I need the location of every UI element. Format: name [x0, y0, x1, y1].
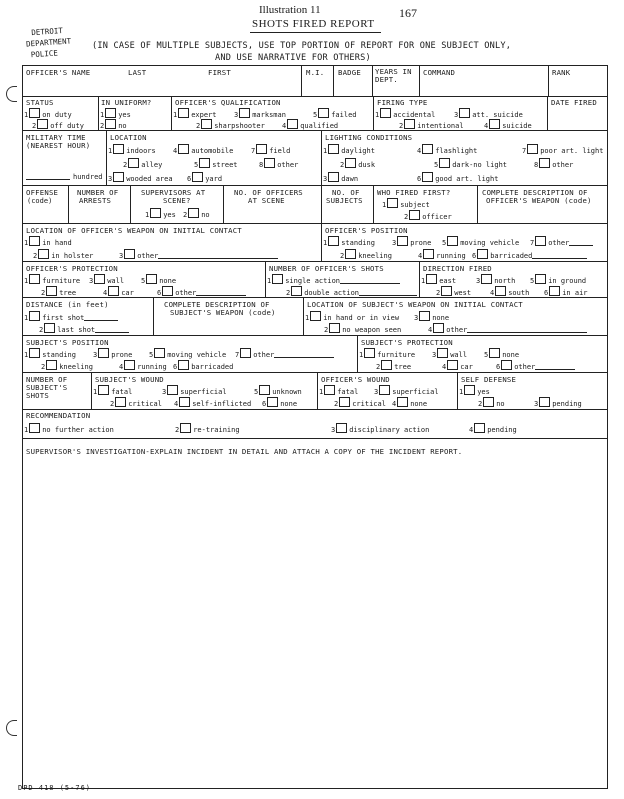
subject-wound-none-option[interactable]: 6 none — [262, 397, 297, 409]
form-number: DPD 418 (5-76) — [18, 784, 92, 792]
distance-row — [23, 298, 607, 336]
subject-unknown-option[interactable]: 5 unknown — [254, 385, 302, 397]
wall-option[interactable]: 3 wall — [89, 274, 124, 286]
recommendation-label: RECOMMENDATION — [26, 411, 91, 420]
title-underline — [250, 32, 381, 33]
automobile-option[interactable]: 4 automobile — [173, 144, 233, 156]
self-defense-pending-option[interactable]: 3 pending — [534, 397, 582, 409]
dawn-option[interactable]: 3 dawn — [323, 172, 358, 184]
officer-weapon-location-label: LOCATION OF OFFICER'S WEAPON ON INITIAL CONTACT — [26, 226, 242, 235]
supervisor-no-option[interactable]: 2 no — [183, 208, 210, 220]
subject-position-other-option[interactable]: 7 other — [235, 348, 334, 360]
protection-none-option[interactable]: 5 none — [141, 274, 176, 286]
subjects-weapon-description-field[interactable]: COMPLETE DESCRIPTION OF SUBJECT'S WEAPON (code) — [153, 298, 303, 335]
standing-option[interactable]: 1 standing — [323, 236, 375, 248]
disciplinary-action-option[interactable]: 3 disciplinary action — [331, 423, 429, 435]
wound-row — [23, 373, 607, 410]
subject-tree-option[interactable]: 2 tree — [376, 360, 411, 372]
subject-position-row — [23, 336, 607, 373]
subject-barricaded-option[interactable]: 6 barricaded — [173, 360, 233, 372]
subjects-wound-label: SUBJECT'S WOUND — [95, 375, 164, 384]
self-defense-label: SELF DEFENSE — [461, 375, 517, 384]
subject-weapon-other-option[interactable]: 4 other — [428, 323, 587, 335]
lighting-other-option[interactable]: 8 other — [534, 158, 573, 170]
subjects-protection-label: SUBJECT'S PROTECTION — [361, 338, 453, 347]
uniform-no-option[interactable]: 2 no — [100, 119, 127, 131]
first-shot-field[interactable]: 1 first shot — [24, 311, 118, 323]
expert-option[interactable]: 1 expert — [173, 108, 217, 120]
no-weapon-seen-option[interactable]: 2 no weapon seen — [324, 323, 401, 335]
off-duty-option[interactable]: 2 off duty — [32, 119, 84, 131]
in-ground-option[interactable]: 5 in ground — [530, 274, 586, 286]
barricaded-option[interactable]: 6 barricaded — [472, 249, 587, 261]
subject-prone-option[interactable]: 3 prone — [93, 348, 132, 360]
recommendation-row — [23, 410, 607, 439]
self-defense-no-option[interactable]: 2 no — [478, 397, 505, 409]
officer-critical-option[interactable]: 2 critical — [334, 397, 386, 409]
sharpshooter-option[interactable]: 2 sharpshooter — [196, 119, 265, 131]
military-time-field[interactable]: MILITARY TIME (NEAREST HOUR) hundred — [26, 133, 103, 181]
subject-wall-option[interactable]: 3 wall — [432, 348, 467, 360]
supervisor-yes-option[interactable]: 1 yes — [145, 208, 176, 220]
number-of-subjects-field[interactable]: NO. OF SUBJECTS — [321, 186, 373, 223]
furniture-option[interactable]: 1 furniture — [24, 274, 80, 286]
status-label: STATUS — [26, 98, 54, 107]
officer-wound-none-option[interactable]: 4 none — [392, 397, 427, 409]
subject-weapon-none-option[interactable]: 3 none — [414, 311, 449, 323]
last-shot-field[interactable]: 2 last shot — [39, 323, 129, 335]
marksman-option[interactable]: 3 marksman — [234, 108, 286, 120]
offense-row: OFFENSE (code) NUMBER OF ARRESTS SUPERVISORS AT SCENE? 1 yes 2 no NO. OF OFFICERS AT SCENE NO. OF SUBJECTS WHO FIRED FIRST? 1 subject 2 officer COMPLETE DESCRIPTION OF OFFICER'S WEAPON (code) — [23, 186, 607, 224]
tree-option[interactable]: 2 tree — [41, 286, 76, 298]
subject-shots-field[interactable]: NUMBER OF SUBJECT'S SHOTS — [26, 375, 68, 400]
in-uniform-label: IN UNIFORM? — [101, 98, 152, 107]
page-title: SHOTS FIRED REPORT — [252, 18, 375, 30]
in-air-option[interactable]: 6 in air — [544, 286, 588, 298]
subject-fatal-option[interactable]: 1 fatal — [93, 385, 132, 397]
who-fired-first-label: WHO FIRED FIRST? — [377, 188, 451, 197]
officer-fired-first-option[interactable]: 2 officer — [404, 210, 452, 222]
south-option[interactable]: 4 south — [490, 286, 529, 298]
subject-kneeling-option[interactable]: 2 kneeling — [41, 360, 93, 372]
time-location-row — [23, 131, 607, 186]
officer-superficial-option[interactable]: 3 superficial — [374, 385, 439, 397]
number-of-shots-label: NUMBER OF OFFICER'S SHOTS — [269, 264, 384, 273]
qualification-label: OFFICER'S QUALIFICATION — [175, 98, 281, 107]
supervisors-at-scene-label: SUPERVISORS AT — [141, 188, 206, 197]
alley-option[interactable]: 2 alley — [123, 158, 162, 170]
number-of-arrests-field[interactable]: NUMBER OF ARRESTS — [68, 186, 130, 223]
failed-option[interactable]: 5 failed — [313, 108, 357, 120]
date-fired-field[interactable]: DATE FIRED — [547, 97, 609, 130]
weapon-other-option[interactable]: 3 other — [119, 249, 278, 261]
subject-standing-option[interactable]: 1 standing — [24, 348, 76, 360]
middle-initial-field[interactable]: M.I. — [301, 66, 333, 96]
narrative-label: SUPERVISOR'S INVESTIGATION-EXPLAIN INCIDENT IN DETAIL AND ATTACH A COPY OF THE INCIDENT REPORT. — [26, 447, 463, 456]
direction-fired-label: DIRECTION FIRED — [423, 264, 492, 273]
punch-hole-mark — [6, 86, 17, 102]
in-hand-or-view-option[interactable]: 1 in hand or in view — [305, 311, 399, 323]
page-number: 167 — [399, 6, 417, 20]
dark-no-light-option[interactable]: 5 dark-no light — [434, 158, 507, 170]
qualified-option[interactable]: 4 qualified — [282, 119, 338, 131]
indoors-option[interactable]: 1 indoors — [108, 144, 156, 156]
suicide-option[interactable]: 4 suicide — [484, 119, 532, 131]
in-hand-option[interactable]: 1 in hand — [24, 236, 72, 248]
protection-row — [23, 262, 607, 298]
lighting-label: LIGHTING CONDITIONS — [325, 133, 413, 142]
subject-critical-option[interactable]: 2 critical — [110, 397, 162, 409]
punch-hole-mark — [6, 720, 17, 736]
officers-position-label: OFFICER'S POSITION — [325, 226, 408, 235]
illustration-label: Illustration 11 — [259, 4, 321, 16]
badge-field[interactable]: BADGE — [333, 66, 372, 96]
east-option[interactable]: 1 east — [421, 274, 456, 286]
officers-weapon-description-field[interactable]: COMPLETE DESCRIPTION OF OFFICER'S WEAPON (code) — [477, 186, 609, 223]
dusk-option[interactable]: 2 dusk — [340, 158, 375, 170]
location-label: LOCATION — [110, 133, 147, 142]
good-art-light-option[interactable]: 6 good art. light — [417, 172, 498, 184]
wooded-area-option[interactable]: 3 wooded area — [108, 172, 173, 184]
department-logo-text: DETROIT DEPARTMENT POLICE — [25, 25, 72, 60]
subject-car-option[interactable]: 4 car — [442, 360, 473, 372]
daylight-option[interactable]: 1 daylight — [323, 144, 375, 156]
re-training-option[interactable]: 2 re-training — [175, 423, 240, 435]
single-action-option[interactable]: 1 single action — [267, 274, 400, 286]
poor-art-light-option[interactable]: 7 poor art. light — [522, 144, 603, 156]
kneeling-option[interactable]: 2 kneeling — [340, 249, 392, 261]
officer-fatal-option[interactable]: 1 fatal — [319, 385, 358, 397]
self-defense-yes-option[interactable]: 1 yes — [459, 385, 490, 397]
in-holster-option[interactable]: 2 in holster — [33, 249, 93, 261]
instructions-line-1: (IN CASE OF MULTIPLE SUBJECTS, USE TOP PORTION OF REPORT FOR ONE SUBJECT ONLY, — [92, 41, 512, 51]
double-action-option[interactable]: 2 double action — [286, 286, 417, 298]
recommendation-pending-option[interactable]: 4 pending — [469, 423, 517, 435]
officer-identity-row — [23, 66, 607, 97]
officers-wound-label: OFFICER'S WOUND — [321, 375, 390, 384]
subject-moving-vehicle-option[interactable]: 5 moving vehicle — [149, 348, 226, 360]
location-other-option[interactable]: 8 other — [259, 158, 298, 170]
subject-weapon-location-label: LOCATION OF SUBJECT'S WEAPON ON INITIAL CONTACT — [307, 300, 523, 309]
intentional-option[interactable]: 2 intentional — [399, 119, 464, 131]
officers-at-scene-field[interactable]: NO. OF OFFICERS AT SCENE — [223, 186, 321, 223]
subject-protection-none-option[interactable]: 5 none — [484, 348, 519, 360]
subjects-position-label: SUBJECT'S POSITION — [26, 338, 109, 347]
weapon-location-row — [23, 224, 607, 262]
protection-other-option[interactable]: 6 other — [157, 286, 246, 298]
accidental-option[interactable]: 1 accidental — [375, 108, 435, 120]
command-field[interactable]: COMMAND — [419, 66, 548, 96]
officers-protection-label: OFFICER'S PROTECTION — [26, 264, 118, 273]
position-other-option[interactable]: 7 other — [530, 236, 593, 248]
prone-option[interactable]: 3 prone — [392, 236, 431, 248]
subject-protection-other-option[interactable]: 6 other — [496, 360, 575, 372]
supervisor-narrative-area[interactable] — [23, 439, 607, 788]
no-further-action-option[interactable]: 1 no further action — [24, 423, 114, 435]
offense-field[interactable]: OFFENSE (code) — [26, 188, 59, 205]
firing-type-label: FIRING TYPE — [377, 98, 428, 107]
subject-fired-first-option[interactable]: 1 subject — [382, 198, 430, 210]
street-option[interactable]: 5 street — [194, 158, 238, 170]
status-row — [23, 97, 607, 131]
years-in-dept-field[interactable]: YEARS IN DEPT. — [372, 66, 419, 96]
subject-superficial-option[interactable]: 3 superficial — [162, 385, 227, 397]
rank-field[interactable]: RANK — [548, 66, 609, 96]
running-option[interactable]: 4 running — [418, 249, 466, 261]
on-duty-option[interactable]: 1 on duty — [24, 108, 72, 120]
car-option[interactable]: 4 car — [103, 286, 134, 298]
officer-name-field[interactable]: OFFICER'S NAME LAST FIRST — [26, 68, 231, 77]
flashlight-option[interactable]: 4 flashlight — [417, 144, 477, 156]
uniform-yes-option[interactable]: 1 yes — [100, 108, 131, 120]
subject-self-inflicted-option[interactable]: 4 self-inflicted — [174, 397, 251, 409]
att-suicide-option[interactable]: 3 att. suicide — [454, 108, 523, 120]
yard-option[interactable]: 6 yard — [187, 172, 222, 184]
subject-running-option[interactable]: 4 running — [119, 360, 167, 372]
subject-furniture-option[interactable]: 1 furniture — [359, 348, 415, 360]
field-option[interactable]: 7 field — [251, 144, 290, 156]
instructions-line-2: AND USE NARRATIVE FOR OTHERS) — [215, 53, 371, 63]
distance-label: DISTANCE (in feet) — [26, 300, 109, 309]
west-option[interactable]: 2 west — [436, 286, 471, 298]
north-option[interactable]: 3 north — [476, 274, 515, 286]
moving-vehicle-option[interactable]: 5 moving vehicle — [442, 236, 519, 248]
shots-fired-form — [22, 65, 608, 789]
